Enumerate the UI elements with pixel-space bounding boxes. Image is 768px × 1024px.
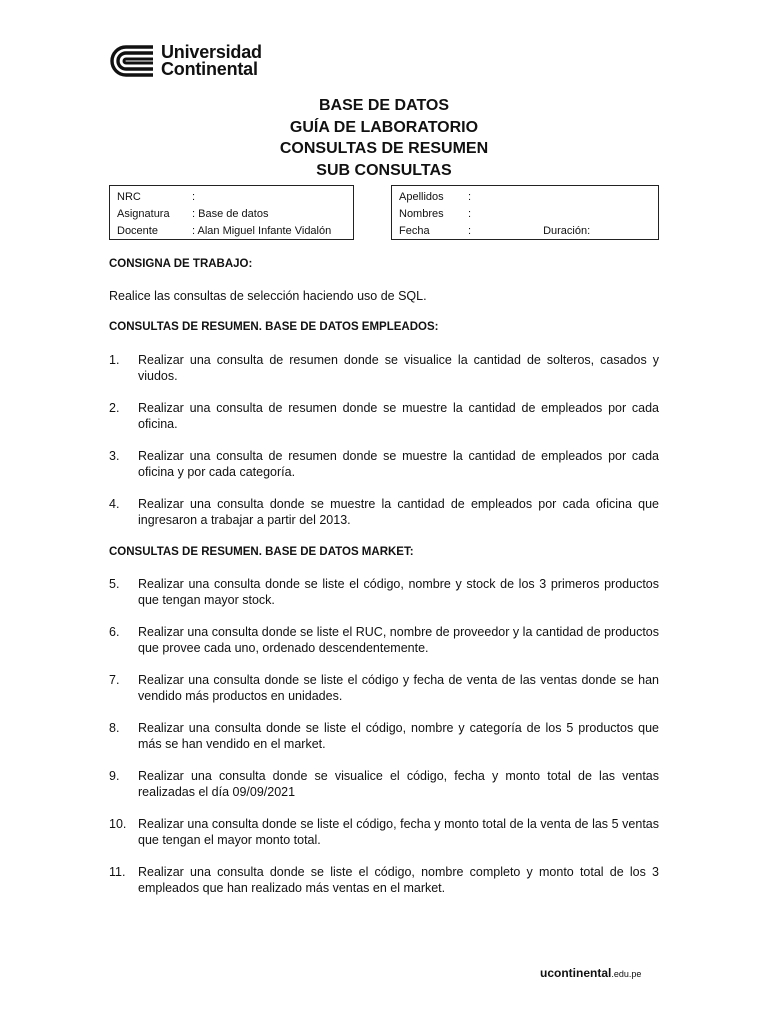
list-item [109,672,659,704]
info-row-apellidos [399,189,651,206]
list-item [109,768,659,800]
university-logo [109,44,262,78]
logo-line-1: Universidad [161,42,262,62]
info-label: Apellidos [399,191,444,203]
title-line: SUB CONSULTAS [316,161,452,179]
item-text: Realizar una consulta donde se liste el código, fecha y monto total de la venta de las 5 ventas que tengan el mayor monto total. [138,817,659,847]
info-row-fecha [399,223,651,240]
item-text: Realizar una consulta donde se muestre la cantidad de empleados por cada oficina que ingresaron a trabajar a partir del 2013. [138,497,659,527]
list-item [109,400,659,432]
info-label: NRC [117,191,141,203]
title-line: CONSULTAS DE RESUMEN [279,140,489,157]
title-line: BASE DE DATOS [318,97,450,114]
item-text: Realizar una consulta de resumen donde se muestre la cantidad de empleados por cada oficina. [138,401,659,431]
consigna-text: Realice las consultas de selección haciendo uso de SQL. [109,289,427,303]
list-item [109,576,659,608]
logo-line-2: Continental [161,59,258,79]
footer-brand [540,966,641,980]
info-label: Asignatura [117,208,170,220]
item-text: Realizar una consulta donde se liste el código y fecha de venta de las ventas donde se han vendido más productos en unidades. [138,673,659,703]
info-value: : Base de datos [192,208,269,220]
item-number: 7. [109,673,120,687]
item-number: 4. [109,497,120,511]
item-number: 2. [109,401,120,415]
item-text: Realizar una consulta donde se liste el código, nombre y stock de los 3 primeros productos que tengan mayor stock. [138,577,659,607]
item-number: 5. [109,577,120,591]
footer-domain: .edu.pe [611,969,642,979]
info-value: : [468,191,472,203]
section-heading-empleados: CONSULTAS DE RESUMEN. BASE DE DATOS EMPLEADOS: [109,321,439,333]
item-text: Realizar una consulta donde se liste el código, nombre y categoría de los 5 productos que más se han vendido en el market. [138,721,659,751]
item-text: Realizar una consulta donde se visualice el código, fecha y monto total de las ventas realizadas el día 09/09/2021 [138,769,659,799]
info-row-asignatura [117,206,346,223]
title-line: GUÍA DE LABORATORIO [289,118,479,136]
exercise-list [109,352,659,896]
item-number: 9. [109,769,120,783]
info-label: Fecha [399,225,430,237]
info-row-docente [117,223,346,240]
info-value: : Alan Miguel Infante Vidalón [192,225,332,237]
section-heading-market: CONSULTAS DE RESUMEN. BASE DE DATOS MARKET: [109,546,414,558]
item-number: 1. [109,353,120,367]
continental-logo-icon [109,44,155,78]
student-info-box [391,185,659,240]
item-text: Realizar una consulta de resumen donde se muestre la cantidad de empleados por cada oficina y por cada categoría. [138,449,659,479]
list-item [109,496,659,528]
list-item [109,448,659,480]
item-number: 3. [109,449,120,463]
item-number: 11. [109,865,126,879]
consigna-heading: CONSIGNA DE TRABAJO: [109,258,253,270]
item-text: Realizar una consulta de resumen donde se visualice la cantidad de solteros, casados y viudos. [138,353,659,383]
item-number: 8. [109,721,120,735]
info-label: Docente [117,225,158,237]
info-row-nombres [399,206,651,223]
item-number: 6. [109,625,120,639]
footer-brand-name: ucontinental [540,966,612,980]
item-number: 10. [109,817,127,831]
info-value: : [468,208,472,220]
list-item [109,720,659,752]
item-text: Realizar una consulta donde se liste el código, nombre completo y monto total de los 3 empleados que han realizado más ventas en el market. [138,865,659,895]
list-item [109,624,659,656]
list-item [109,352,659,384]
duration-label: Duración: [543,225,591,237]
list-item [109,864,659,896]
item-text: Realizar una consulta donde se liste el RUC, nombre de proveedor y la cantidad de productos que provee cada uno, ordenado descendentemente. [138,625,659,655]
info-value: : [192,191,196,203]
list-item [109,816,659,848]
course-info-box [109,185,354,240]
document-title [0,95,768,181]
logo-wordmark [161,44,262,78]
info-row-nrc [117,189,346,206]
info-label: Nombres [399,208,444,220]
info-value: : [468,225,472,237]
